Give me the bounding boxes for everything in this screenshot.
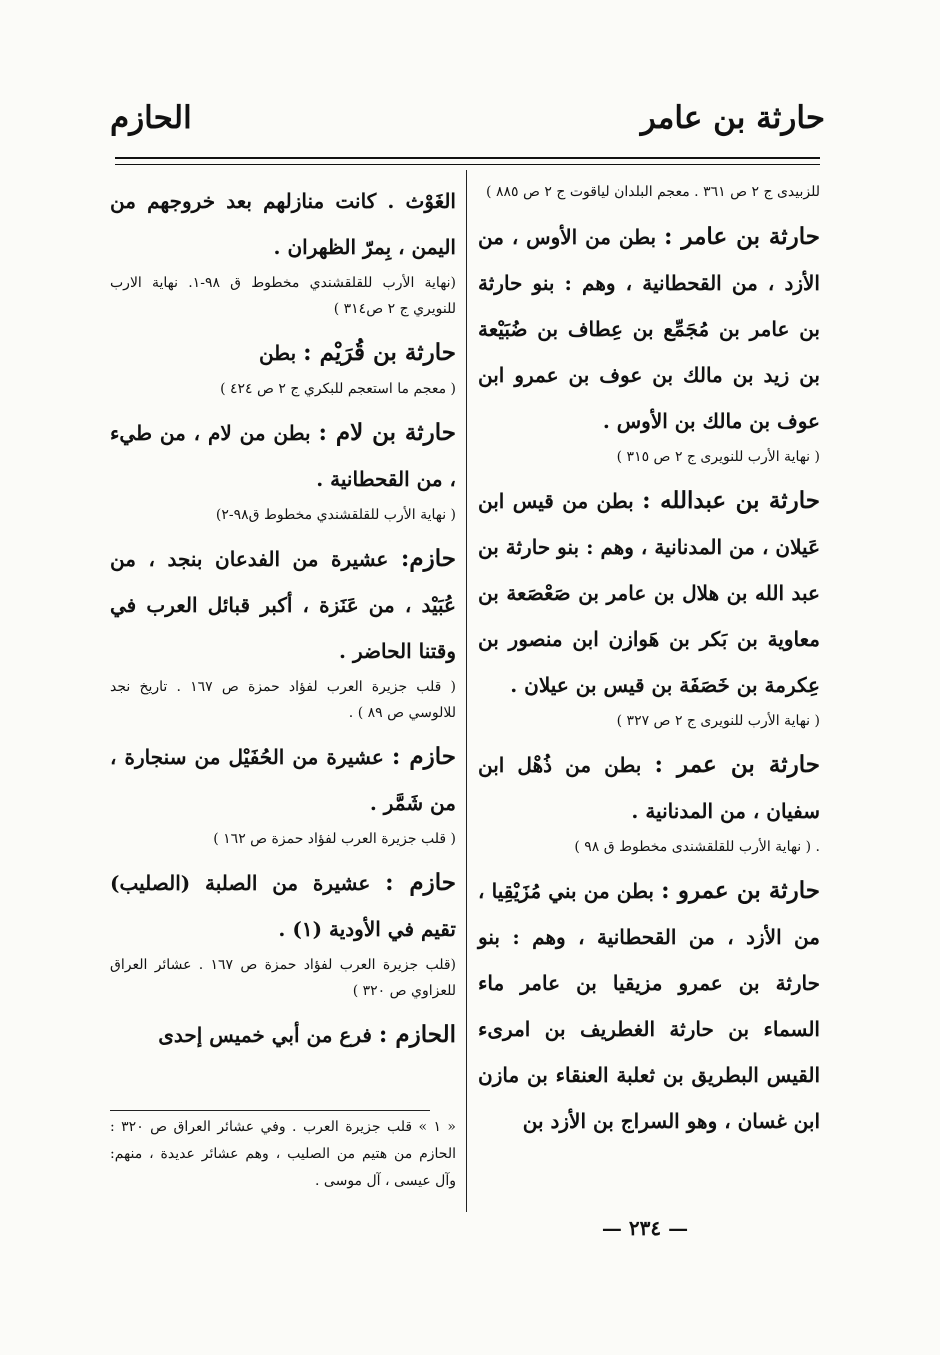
entry-hazim-shammar xyxy=(110,734,456,826)
entry-text: بطن من بني مُزَيْقِيا ، من الأزد ، من القحطانية ، وهم : بنو حارثة بن عمرو مزيقيا بن عامر ماء السماء بن حارثة الغطريف بن امرىء القيس البطريق بن ثعلبة العنقاء بن مازن ابن غسان ، وهو السراج بن الأزد بن xyxy=(478,879,820,1133)
entry-headword: حازم: xyxy=(400,545,456,572)
header-rule-thick xyxy=(115,157,820,159)
entry-source: ( نهاية الأرب للنويرى ج ٢ ص ٣١٥ ) xyxy=(616,449,820,465)
entry-haritha-bin-abdallah xyxy=(478,478,820,708)
entry-haritha-bin-amir xyxy=(478,214,820,444)
entry-source: ( معجم ما استعجم للبكري ج ٢ ص ٤٢٤ ) xyxy=(220,381,456,397)
entry-text: عشيرة من الحُفَيْل من سنجارة ، من شَمَّر . xyxy=(110,745,456,815)
entry-text: عشيرة من الصلبة (الصليب) تقيم في الأودية (١) . xyxy=(110,871,456,941)
entry-haritha-bin-lam xyxy=(110,410,456,502)
entry-source: (قلب جزيرة العرب لفؤاد حمزة ص ١٦٧ . عشائر العراق للعزاوي ص ٣٢٠ ) xyxy=(110,957,456,999)
right-column xyxy=(478,178,820,1144)
entry-source: ( قلب جزيرة العرب لفؤاد حمزة ص ١٦٧ . تاريخ نجد للالوسي ص ٨٩ ) . xyxy=(110,679,456,721)
entry-text: بطن xyxy=(258,341,297,365)
entry-headword: حازم : xyxy=(385,869,456,896)
footnote: « ١ » قلب جزيرة العرب . وفي عشائر العراق ص ٣٢٠ : الحازم من هتيم من الصليب ، وهم عشائر عديدة ، منهم: وآل عيسى ، آل موسى . xyxy=(110,1119,456,1189)
entry-headword: حارثة بن قُرَيْم : xyxy=(303,339,456,366)
intro-source-note: للزبيدى ج ٢ ص ٣٦١ . معجم البلدان لياقوت ج ٢ ص ٨٨٥ ) xyxy=(486,184,820,200)
continued-entry-text: الغَوْث . كانت منازلهم بعد خروجهم من اليمن ، بِمرّ الظهران . xyxy=(110,189,456,259)
entry-hazim-sulba xyxy=(110,860,456,952)
entry-headword: الحازم : xyxy=(378,1021,456,1048)
left-running-title: الحازم xyxy=(110,100,192,136)
entry-source: ( نهاية الأرب للنويرى ج ٢ ص ٣٢٧ ) xyxy=(616,713,820,729)
entry-text: عشيرة من الفدعان بنجد ، من عُبَيْد ، من عَنَزة ، أكبر قبائل العرب في وقتنا الحاضر . xyxy=(110,547,456,663)
entry-haritha-bin-umar xyxy=(478,742,820,834)
entry-source: ( قلب جزيرة العرب لفؤاد حمزة ص ١٦٢ ) xyxy=(213,831,456,847)
header-rule-thin xyxy=(115,164,820,165)
entry-hazim-fadan xyxy=(110,536,456,674)
entry-source: ( نهاية الأرب للقلقشندي مخطوط ق٩٨-٢) xyxy=(215,507,456,523)
running-header xyxy=(110,100,825,150)
footnote-rule xyxy=(110,1110,430,1111)
entry-text: بطن من لام ، من طيء ، من القحطانية . xyxy=(110,421,456,491)
entry-headword: حارثة بن لام : xyxy=(318,419,456,446)
right-running-title: حارثة بن عامر xyxy=(640,100,825,136)
column-divider xyxy=(466,170,467,1212)
page-number: — ٢٣٤ — xyxy=(601,1216,689,1240)
entry-haritha-bin-amr xyxy=(478,868,820,1144)
entry-haritha-bin-quraym xyxy=(110,330,456,376)
left-column xyxy=(110,178,456,1058)
entry-headword: حارثة بن عمرو : xyxy=(661,877,820,904)
entry-headword: حازم : xyxy=(391,743,456,770)
entry-headword: حارثة بن عمر : xyxy=(654,751,820,778)
entry-headword: حارثة بن عامر : xyxy=(664,223,820,250)
entry-text: فرع من أبي خميس إحدى xyxy=(158,1023,372,1047)
entry-source: . ( نهاية الأرب للقلقشندى مخطوط ق ٩٨ ) xyxy=(574,839,820,855)
entry-source: (نهاية الأرب للقلقشندي مخطوط ق ٩٨-١. نهاية الارب للنويري ج ٢ ص٣١٤ ) xyxy=(110,275,457,317)
entry-text: بطن من قيس ابن عَيلان ، من المدنانية ، وهم : بنو حارثة بن عبد الله بن هلال بن عامر بن صَعْصَعة بن معاوية بن بَكر بن هَوازن ابن منصور بن عِكرمة بن خَصَفَة بن قيس بن عيلان . xyxy=(478,489,820,697)
entry-al-hazim xyxy=(110,1012,456,1058)
entry-text: بطن من ذُهْل ابن سفيان ، من المدنانية . xyxy=(478,753,820,823)
entry-text: بطن من الأوس ، من الأزد ، من القحطانية ، وهم : بنو حارثة بن عامر بن مُجَمِّع بن عِطاف بن ضُبَيْعة بن زيد بن مالك بن عوف بن عمرو ابن عوف بن مالك بن الأوس . xyxy=(478,225,820,433)
entry-headword: حارثة بن عبدالله : xyxy=(642,487,820,514)
